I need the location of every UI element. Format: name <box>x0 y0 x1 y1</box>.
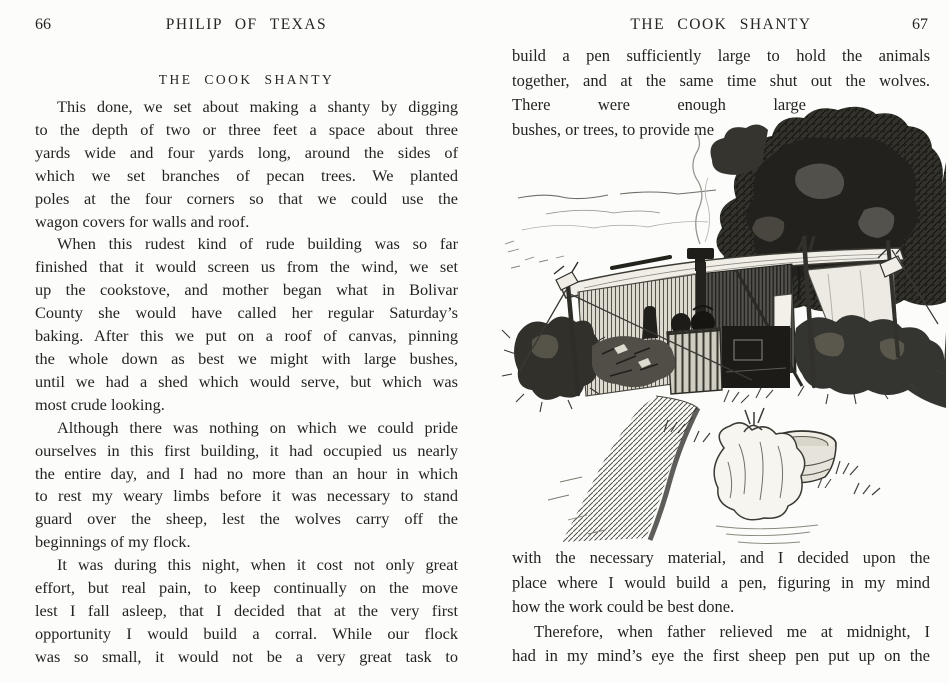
text-line: the whole down as best we might with large bushes, <box>35 348 458 368</box>
text-line: build a pen sufficiently large to hold the animals <box>512 46 930 65</box>
text-line: had in my mind’s eye the first sheep pen put up on the <box>512 646 930 665</box>
left-page-text <box>35 96 458 669</box>
text-line: how the work could be best done. <box>512 597 735 616</box>
text-line: together, and at the same time shut out the wolves. <box>512 70 930 90</box>
text-line: yards wide and four yards long, around the sides of <box>35 142 458 162</box>
text-line: Therefore, when father relieved me at midnight, I <box>534 621 930 641</box>
text-line: was so small, it would not be a very great task to <box>35 646 458 666</box>
left-running-head <box>35 16 458 36</box>
text-line: bushes, or trees, to provide me <box>512 119 715 139</box>
text-line: It was during this night, when it cost not only great <box>57 555 458 575</box>
right-top-full-lines <box>512 44 930 93</box>
right-page <box>512 0 930 683</box>
text-line: This done, we set about making a shanty by digging <box>57 97 458 116</box>
text-line: ourselves in this first building, it had occupied us nearly <box>35 440 458 460</box>
left-running-title: PHILIP OF TEXAS <box>165 16 328 33</box>
text-line: up the cookstove, and mother began what in Bolivar <box>35 280 458 300</box>
text-line: to the depth of two or three feet a space about three <box>35 119 458 139</box>
text-line: most crude looking. <box>35 394 165 414</box>
right-page-number: 67 <box>912 16 928 33</box>
text-line: When this rudest kind of rude building was so far <box>57 234 458 254</box>
shanty-illustration <box>498 102 946 548</box>
text-line: There were enough large <box>512 95 806 114</box>
text-line: finished that it would screen us from the wind, we set <box>35 257 458 277</box>
text-line: the entire day, and I had no more than an hour in which <box>35 463 458 483</box>
text-line: which we set branches of pecan trees. We planted <box>35 165 458 185</box>
text-line: wagon covers for walls and roof. <box>35 211 250 231</box>
text-line: guard over the sheep, lest the wolves carry off the <box>35 509 458 529</box>
text-line: County she would have called her regular Saturday’s <box>35 303 458 323</box>
chapter-heading: THE COOK SHANTY <box>158 72 335 87</box>
text-line: place where I would build a pen, figuring in my mind <box>512 572 930 592</box>
text-line: until we had a shed which would serve, but which was <box>35 371 458 391</box>
text-line: effort, but real pain, to keep continually on the move <box>35 578 458 598</box>
text-line: lest I fall asleep, that I decided that at the very first <box>35 600 458 620</box>
left-page <box>35 0 458 683</box>
text-line: baking. After this we put on a roof of canvas, pinning <box>35 326 458 346</box>
left-page-number: 66 <box>35 16 51 33</box>
right-page-text-bottom <box>512 546 930 669</box>
text-line: to rest my weary limbs before it was necessary to stand <box>35 486 458 506</box>
right-running-title: THE COOK SHANTY <box>630 16 812 33</box>
text-line: poles at the four corners so that we could use the <box>35 188 458 208</box>
text-line: with the necessary material, and I decided upon the <box>512 548 930 567</box>
text-line: beginnings of my flock. <box>35 532 191 552</box>
shanty-illustration-svg <box>498 102 946 548</box>
right-running-head <box>512 16 930 36</box>
text-line: Although there was nothing on which we could pride <box>57 417 458 437</box>
text-line: opportunity I would build a corral. While our flock <box>35 623 458 643</box>
